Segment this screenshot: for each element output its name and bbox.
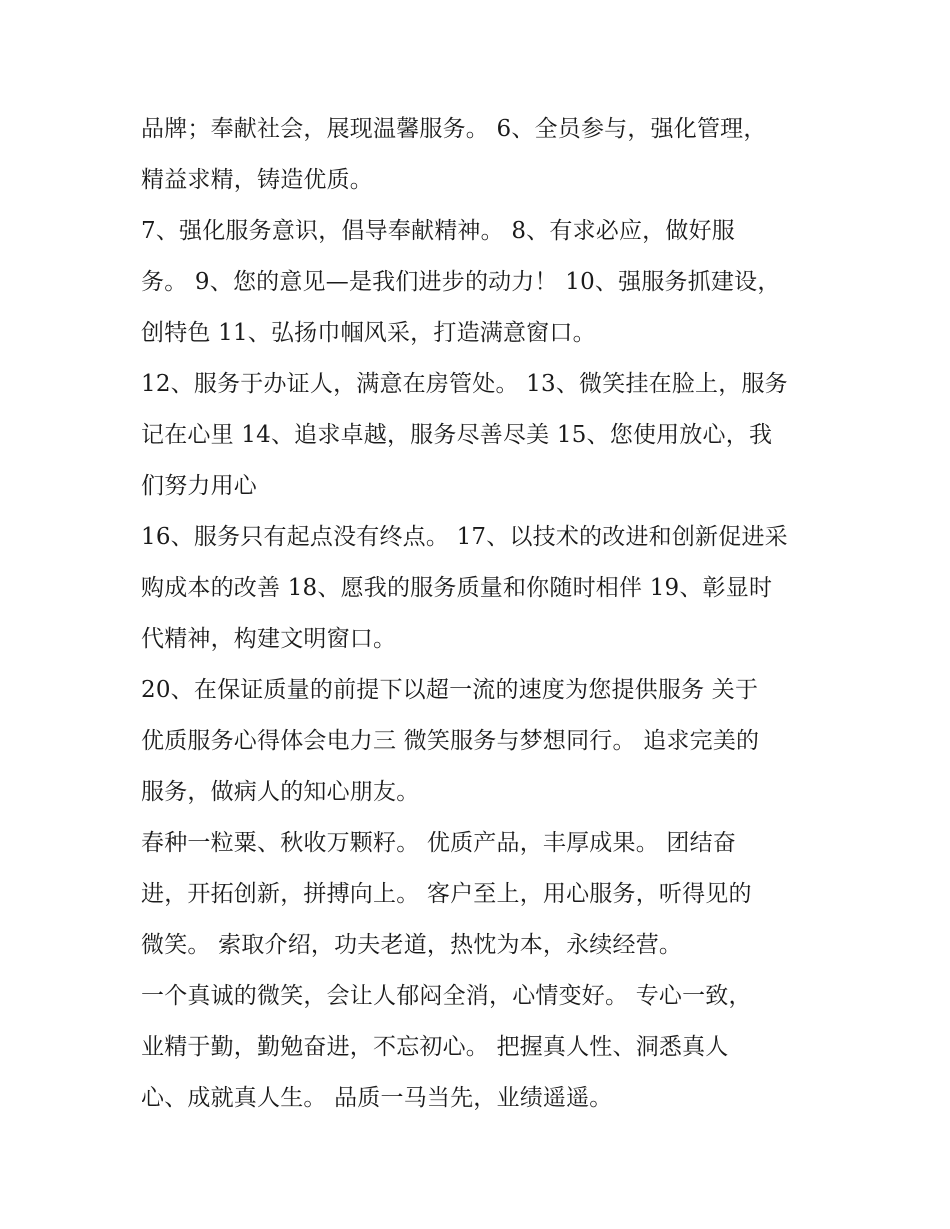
text-line: 优质服务心得体会电力三 微笑服务与梦想同行。 追求完美的 <box>141 728 760 754</box>
text-line: 务。 9、您的意见—是我们进步的动力！ 10、强服务抓建设， <box>141 269 781 295</box>
text-line: 进，开拓创新，拼搏向上。 客户至上，用心服务，听得见的 <box>141 881 752 907</box>
text-line: 12、服务于办证人，满意在房管处。 13、微笑挂在脸上，服务 <box>141 371 788 397</box>
text-line: 精益求精，铸造优质。 <box>141 167 373 193</box>
text-line: 创特色 11、弘扬巾帼风采，打造满意窗口。 <box>141 320 596 346</box>
text-line: 代精神，构建文明窗口。 <box>141 626 397 652</box>
text-line: 服务，做病人的知心朋友。 <box>141 779 420 805</box>
text-line: 20、在保证质量的前提下以超一流的速度为您提供服务 关于 <box>141 677 759 703</box>
text-line: 业精于勤，勤勉奋进，不忘初心。 把握真人性、洞悉真人 <box>141 1034 729 1060</box>
document-body <box>141 104 821 1124</box>
text-line: 心、成就真人生。 品质一马当先，业绩遥遥。 <box>141 1085 613 1111</box>
text-line: 购成本的改善 18、愿我的服务质量和你随时相伴 19、彰显时 <box>141 575 773 601</box>
text-line: 微笑。 索取介绍，功夫老道，热忱为本，永续经营。 <box>141 932 683 958</box>
text-line: 品牌；奉献社会，展现温馨服务。 6、全员参与，强化管理， <box>141 116 767 142</box>
text-line: 春种一粒粟、秋收万颗籽。 优质产品，丰厚成果。 团结奋 <box>141 830 737 856</box>
text-line: 7、强化服务意识，倡导奉献精神。 8、有求必应，做好服 <box>141 218 735 244</box>
text-line: 16、服务只有起点没有终点。 17、以技术的改进和创新促进采 <box>141 524 788 550</box>
text-line: 一个真诚的微笑，会让人郁闷全消，心情变好。 专心一致， <box>141 983 752 1009</box>
text-line: 记在心里 14、追求卓越，服务尽善尽美 15、您使用放心，我 <box>141 422 773 448</box>
text-line: 们努力用心 <box>141 473 257 499</box>
